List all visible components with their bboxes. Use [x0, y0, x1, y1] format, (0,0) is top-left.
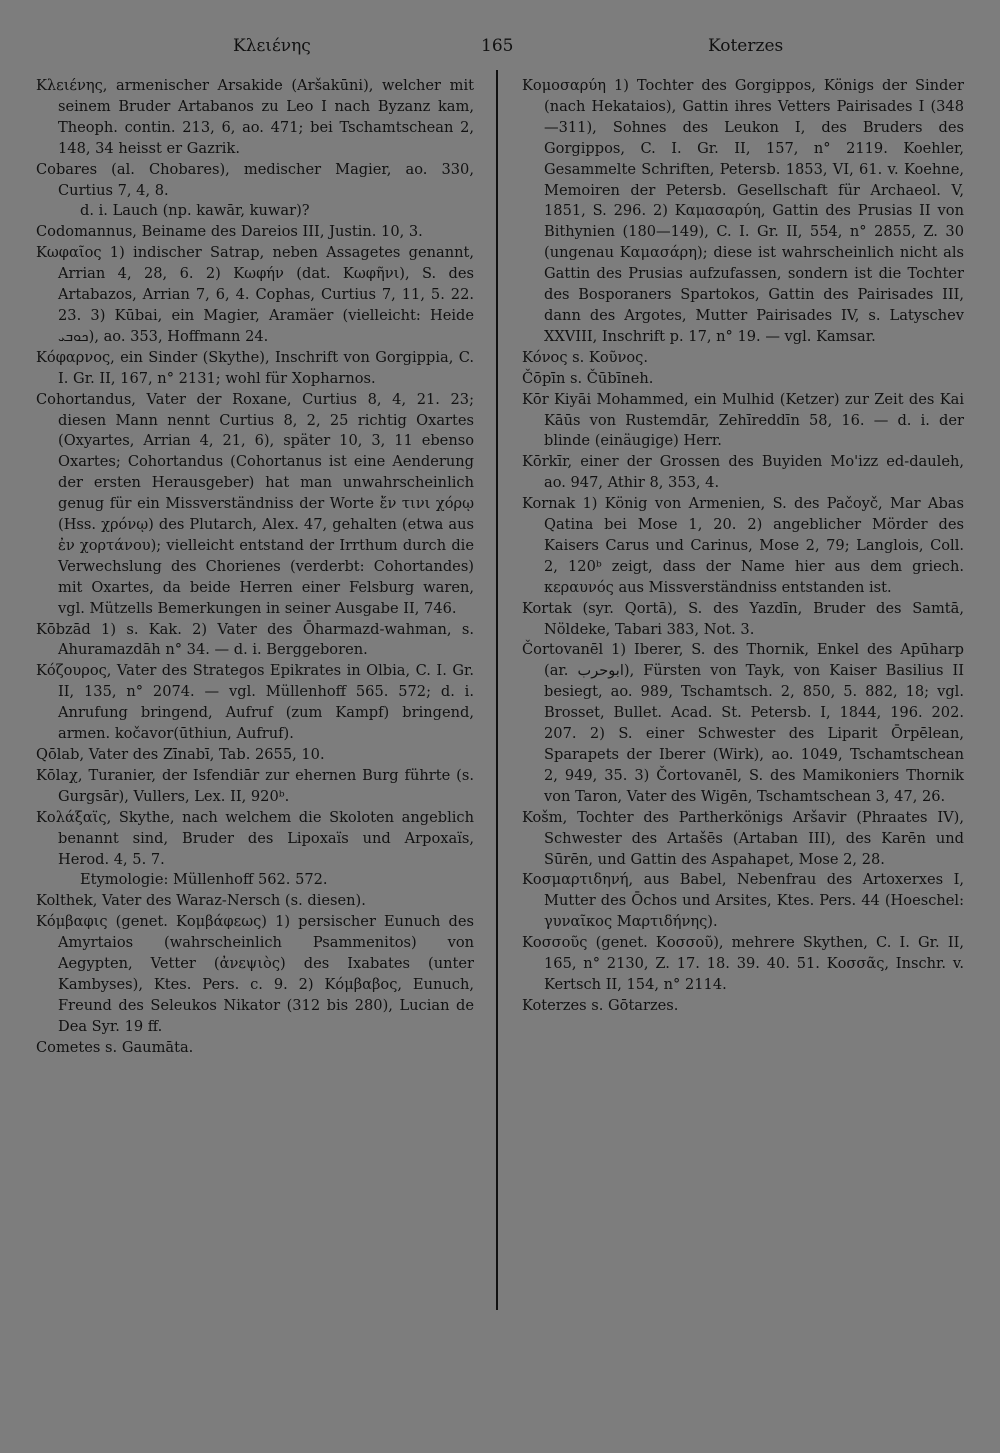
entry: Κόζουρος, Vater des Strategos Epikrates in Olbia, C. I. Gr. II, 135, n° 2074. — vgl. Müllenhoff 565. 572; d. i. Anrufung bringend, Aufruf (zum Kampf) bringend, armen. kočavor(ūthiun, Aufruf). [36, 662, 474, 743]
entry: Κωφαῖος 1) indischer Satrap, neben Assagetes genannt, Arrian 4, 28, 6. 2) Κωφήν (dat. Κωφῆνι), S. des Artabazos, Arrian 7, 6, 4. Cophas, Curtius 7, 11, 5. 22. 23. 3) Kūbai, ein Magier, Aramäer (vielleicht: Heide ܟܘܒܝ), ao. 353, Hoffmann 24. [36, 244, 474, 345]
entry: Κολάξαϊς, Skythe, nach welchem die Skoloten angeblich benannt sind, Bruder des Lipoxaïs und Arpoxaïs, Herod. 4, 5. 7. [36, 808, 474, 868]
entry: Cobares (al. Chobares), medischer Magier, ao. 330, Curtius 7, 4, 8. [36, 160, 474, 199]
entry: Kōr Kiyāi Mohammed, ein Mulhid (Ketzer) zur Zeit des Kai Kāūs von Rustemdār, Zehīreddīn 58, 16. — d. i. der blinde (einäugige) Herr. [522, 390, 964, 450]
entry: Κοσμαρτιδηνή, aus Babel, Nebenfrau des Artoxerxes I, Mutter des Ōchos und Arsites, Ktes. Pers. 44 (Hoeschel: γυναῖκος Μαρτιδήνης). [522, 871, 964, 931]
entry: Čortovanēl 1) Iberer, S. des Thornik, Enkel des Apūharp (ar. ابوحرب), Fürsten von Tayk, von Kaiser Basilius II besiegt, ao. 989, Tschamtsch. 2, 850, 5. 882, 18; vgl. Brosset, Bullet. Acad. St. Petersb. I, 1844, 196. 202. 207. 2) S. einer Schwester des Liparit Ōrpēlean, Sparapets der Iberer (Wirk), ao. 1049, Tschamtschean 2, 949, 35. 3) Čortovanēl, S. des Mamikoniers Thornik von Taron, Vater des Wigēn, Tschamtschean 3, 47, 26. [522, 641, 965, 805]
header-right-keyword: Koterzes [708, 36, 784, 56]
entry: Κόνος s. Κοῦνος. [522, 348, 648, 366]
entry: Κομοσαρύη 1) Tochter des Gorgippos, Königs der Sinder (nach Hekataios), Gattin ihres Vetters Pairisades I (348—311), Sohnes des Leukon I, des Bruders des Gorgippos, C. I. Gr. II, 157, n° 2119. Koehler, Gesammelte Schriften, Petersb. 1853, VI, 61. v. Koehne, Memoiren der Petersb. Gesellschaft für Archaeol. V, 1851, S. 296. 2) Καμασαρύη, Gattin des Prusias II von Bithynien (180—149), C. I. Gr. II, 554, n° 2855, Z. 30 (ungenau Καμασάρη); diese ist wahrscheinlich nicht als Gattin des Prusias aufzufassen, sondern ist die Tochter des Bosporaners Spartokos, Gattin des Pairisades III, dann des Argotes, Mutter Pairisades IV, s. Latyschev XXVIII, Inschrift p. 17, n° 19. — vgl. Kamsar. [522, 77, 964, 345]
entry-continuation: Etymologie: Müllenhoff 562. 572. [80, 871, 328, 889]
header-left-keyword: Κλειένης [233, 36, 311, 56]
entry: Koterzes s. Gōtarzes. [522, 996, 679, 1014]
entry: Cohortandus, Vater der Roxane, Curtius 8, 4, 21. 23; diesen Mann nennt Curtius 8, 2, 25 richtig Oxartes (Oxyartes, Arrian 4, 21, 6), später 10, 3, 11 ebenso Oxartes; Cohortandus (Cohortanus ist eine Aenderung der ersten Herausgeber) hat man unwahrscheinlich genug für ein Missverständniss der Worte ἔν τινι χόρῳ (Hss. χρόνῳ) des Plutarch, Alex. 47, gehalten (etwa aus ἐν χορτάνου); vielleicht entstand der Irrthum durch die Verwechslung des Chorienes (verderbt: Cohortandes) mit Oxartes, da beide Herren einer Felsburg waren, vgl. Mützells Bemerkungen in seiner Ausgabe II, 746. [36, 390, 474, 617]
entry: Codomannus, Beiname des Dareios III, Justin. 10, 3. [36, 223, 423, 241]
entry: Κόμβαφις (genet. Κομβάφεως) 1) persischer Eunuch des Amyrtaios (wahrscheinlich Psammenitos) von Aegypten, Vetter (ἀνεψιὸς) des Ixabates (unter Kambyses), Ktes. Pers. c. 9. 2) Κόμβαβος, Eunuch, Freund des Seleukos Nikator (312 bis 280), Lucian de Dea Syr. 19 ff. [36, 913, 474, 1035]
entry: Košm, Tochter des Partherkönigs Aršavir (Phraates IV), Schwester des Artašēs (Artaban III), des Karēn und Sūrēn, und Gattin des Aspahapet, Mose 2, 28. [522, 808, 964, 868]
entry: Kōrkīr, einer der Grossen des Buyiden Mo'izz ed-dauleh, ao. 947, Athir 8, 353, 4. [522, 453, 964, 492]
entry: Cometes s. Gaumāta. [36, 1038, 194, 1056]
column-divider [496, 70, 498, 1310]
page-number: 165 [481, 36, 514, 56]
entry: Qōlab, Vater des Zīnabī, Tab. 2655, 10. [36, 746, 325, 763]
entry: Kornak 1) König von Armenien, S. des Pačoyč, Mar Abas Qatina bei Mose 1, 20. 2) angeblicher Mörder des Kaisers Carus und Carinus, Mose 2, 79; Langlois, Coll. 2, 120ᵇ zeigt, dass der Name hier aus dem griech. κεραυνός aus Missverständniss entstanden ist. [522, 495, 964, 596]
entry: Kōlaχ, Turanier, der Isfendiār zur ehernen Burg führte (s. Gurgsār), Vullers, Lex. II, 920ᵇ. [36, 766, 474, 805]
entry-continuation: d. i. Lauch (np. kawār, kuwar)? [80, 202, 310, 220]
entry: Kōbzād 1) s. Kak. 2) Vater des Ōharmazd-wahman, s. Ahuramazdāh n° 34. — d. i. Berggeboren. [36, 620, 474, 659]
entry: Κοσσοῦς (genet. Κοσσοῦ), mehrere Skythen, C. I. Gr. II, 165, n° 2130, Z. 17. 18. 39. 40. 51. Κοσσᾶς, Inschr. v. Kertsch II, 154, n° 2114. [522, 934, 964, 993]
entry: Kortak (syr. Qortā), S. des Yazdīn, Bruder des Samtā, Nöldeke, Tabari 383, Not. 3. [522, 599, 964, 638]
entry: Kolthek, Vater des Waraz-Nersch (s. diesen). [36, 892, 366, 910]
right-column [522, 76, 964, 1017]
left-column [36, 76, 474, 1059]
entry: Čōpīn s. Čūbīneh. [522, 369, 654, 387]
page-header [0, 36, 1000, 62]
entry: Κλειένης, armenischer Arsakide (Aršakūni), welcher mit seinem Bruder Artabanos zu Leo I nach Byzanz kam, Theoph. contin. 213, 6, ao. 471; bei Tschamtschean 2, 148, 34 heisst er Gazrik. [36, 77, 474, 157]
entry: Κόφαρνος, ein Sinder (Skythe), Inschrift von Gorgippia, C. I. Gr. II, 167, n° 2131; wohl für Xopharnos. [36, 348, 474, 387]
